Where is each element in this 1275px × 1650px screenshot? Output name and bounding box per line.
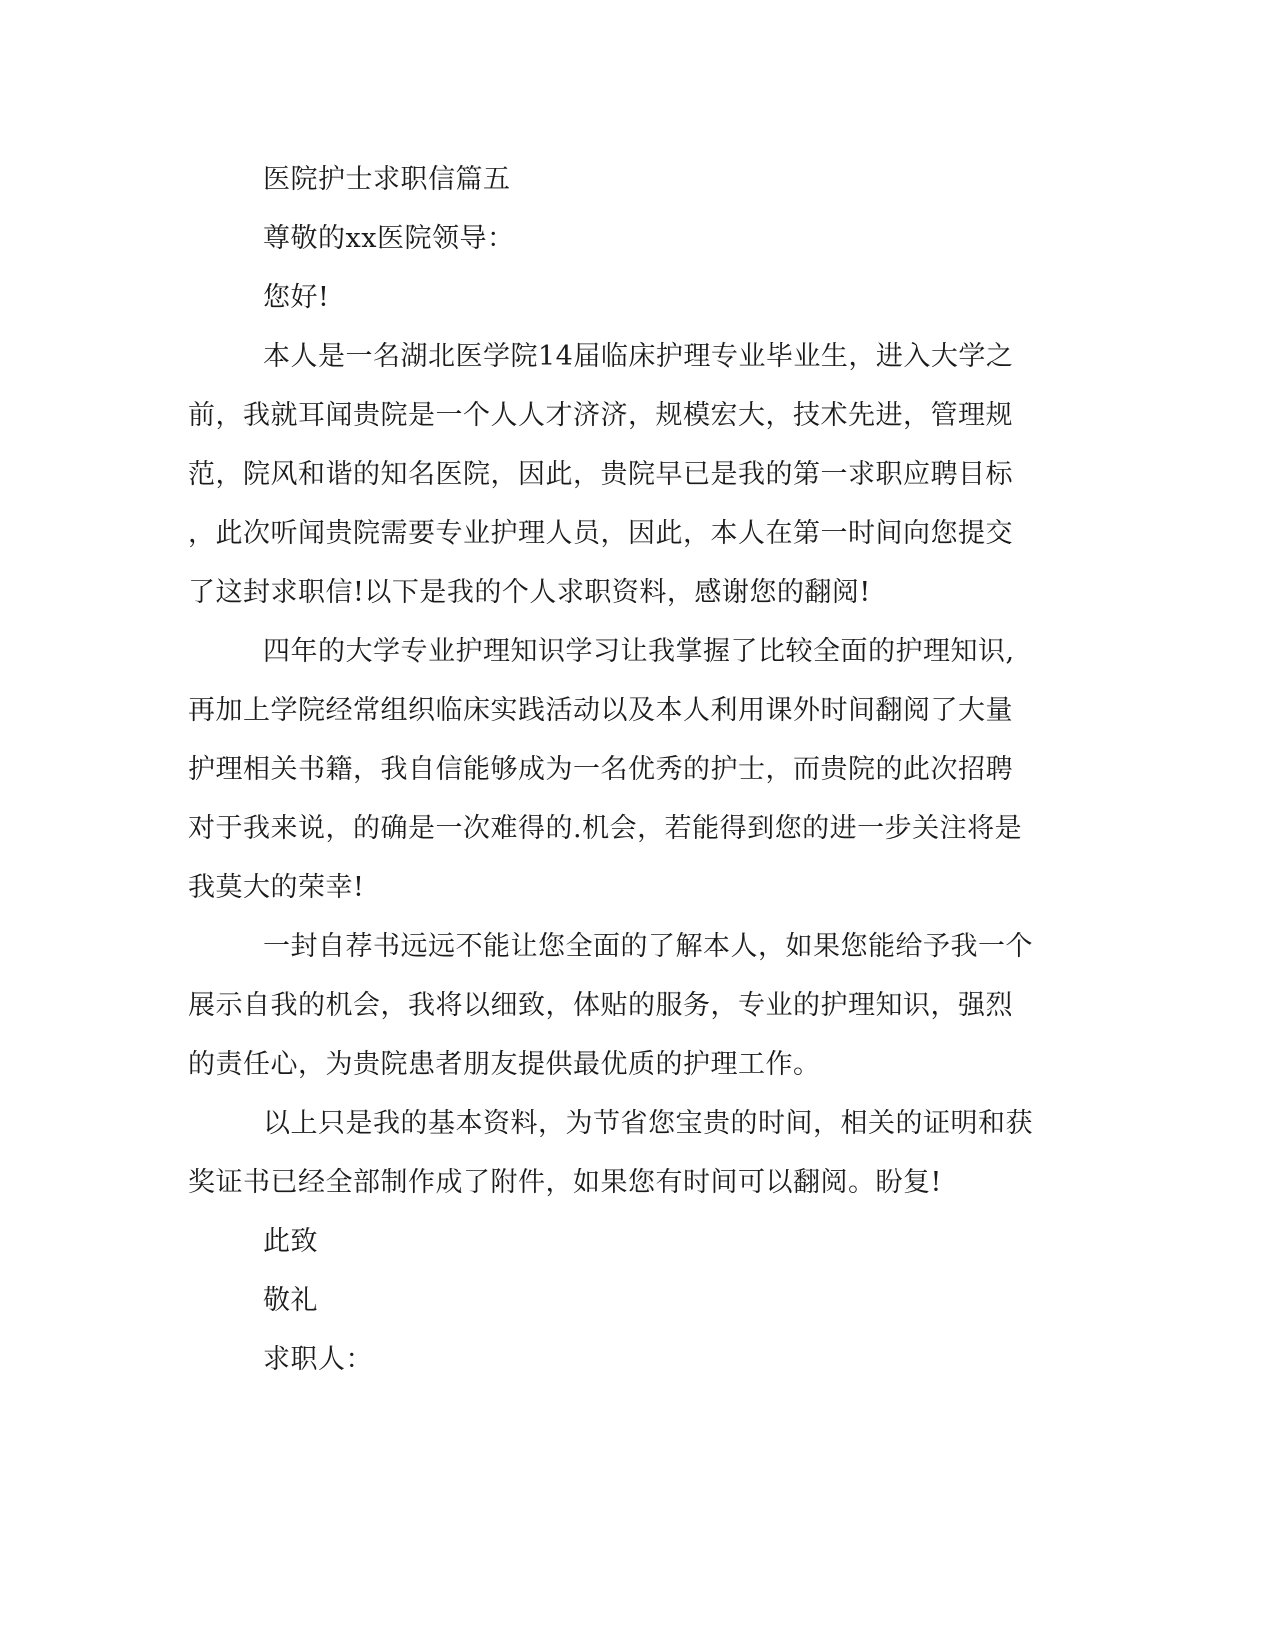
paragraph-line: 一封自荐书远远不能让您全面的了解本人，如果您能给予我一个 bbox=[263, 931, 1033, 962]
paragraph-line: 范，院风和谐的知名医院，因此，贵院早已是我的第一求职应聘目标 bbox=[188, 459, 1013, 490]
paragraph-line: 本人是一名湖北医学院14届临床护理专业毕业生，进入大学之 bbox=[263, 341, 1014, 372]
paragraph-line: 前，我就耳闻贵院是一个人人才济济，规模宏大，技术先进，管理规 bbox=[188, 400, 1013, 431]
paragraph-line: 以上只是我的基本资料，为节省您宝贵的时间，相关的证明和获 bbox=[263, 1108, 1033, 1139]
paragraph-line: 奖证书已经全部制作成了附件，如果您有时间可以翻阅。盼复! bbox=[188, 1167, 942, 1198]
paragraph-line: 了这封求职信!以下是我的个人求职资料，感谢您的翻阅! bbox=[188, 577, 871, 608]
salutation: 尊敬的xx医院领导： bbox=[263, 223, 515, 254]
document-title: 医院护士求职信篇五 bbox=[263, 164, 511, 195]
paragraph-line: 的责任心，为贵院患者朋友提供最优质的护理工作。 bbox=[188, 1049, 821, 1080]
paragraph-line: 对于我来说，的确是一次难得的.机会，若能得到您的进一步关注将是 bbox=[188, 813, 1023, 844]
closing-line: 敬礼 bbox=[263, 1285, 318, 1316]
paragraph-line: 护理相关书籍，我自信能够成为一名优秀的护士，而贵院的此次招聘 bbox=[188, 754, 1013, 785]
closing-line: 此致 bbox=[263, 1226, 318, 1257]
paragraph-line: 展示自我的机会，我将以细致，体贴的服务，专业的护理知识，强烈 bbox=[188, 990, 1013, 1021]
paragraph-line: ，此次听闻贵院需要专业护理人员，因此，本人在第一时间向您提交 bbox=[188, 518, 1013, 549]
paragraph-line: 再加上学院经常组织临床实践活动以及本人利用课外时间翻阅了大量 bbox=[188, 695, 1013, 726]
greeting: 您好! bbox=[263, 282, 330, 313]
paragraph-line: 我莫大的荣幸! bbox=[188, 872, 365, 903]
paragraph-line: 四年的大学专业护理知识学习让我掌握了比较全面的护理知识, bbox=[263, 636, 1015, 667]
signature-label: 求职人： bbox=[263, 1344, 373, 1375]
